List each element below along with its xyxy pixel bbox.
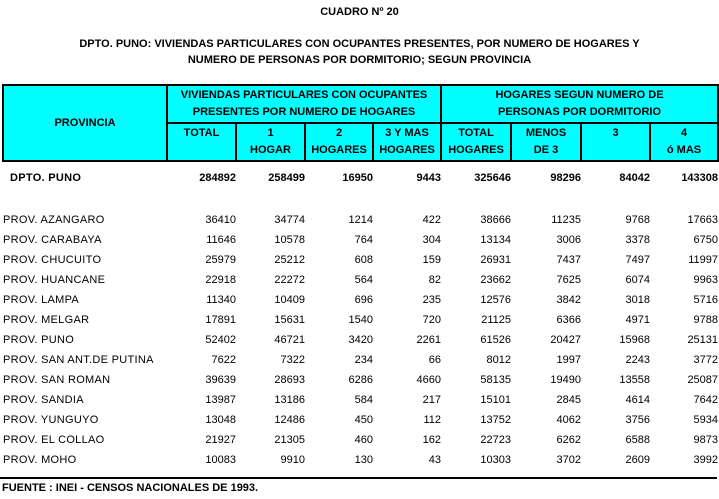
cell-value: 13048 xyxy=(205,414,236,426)
table-row xyxy=(3,210,718,230)
cell-value: 3702 xyxy=(556,454,582,466)
cell-value: 112 xyxy=(423,414,442,426)
group-header-viviendas-line-2: PRESENTES POR NUMERO DE HOGARES xyxy=(192,106,416,118)
statistics-table xyxy=(2,84,719,470)
cell-value: 25212 xyxy=(274,254,305,266)
cell-value: 130 xyxy=(354,454,373,466)
col-header-3: 3 xyxy=(581,123,650,161)
row-label: PROV. SANDIA xyxy=(3,394,84,406)
row-label: PROV. PUNO xyxy=(3,334,75,346)
cell-value: 26931 xyxy=(480,254,512,266)
cell-value: 7322 xyxy=(280,354,305,366)
cell-value: 34774 xyxy=(274,214,305,226)
table-row xyxy=(3,250,718,270)
page-title: CUADRO Nº 20 xyxy=(320,6,399,18)
cell-value: 12576 xyxy=(480,294,512,306)
cell-value: 3756 xyxy=(625,414,651,426)
source-note: FUENTE : INEI - CENSOS NACIONALES DE 1993. xyxy=(2,482,259,494)
cell-value: 6286 xyxy=(348,374,373,386)
table-row xyxy=(3,290,718,310)
cell-value: 20427 xyxy=(550,334,582,346)
cell-value: 16950 xyxy=(342,172,373,184)
cell-value: 84042 xyxy=(619,172,651,184)
cell-value: 22723 xyxy=(480,434,512,446)
cell-value: 217 xyxy=(422,394,442,406)
col-header-provincia: PROVINCIA xyxy=(3,85,167,161)
cell-value: 21305 xyxy=(274,434,305,446)
cell-value: 39639 xyxy=(205,374,236,386)
cell-value: 43 xyxy=(428,454,442,466)
cell-value: 284892 xyxy=(199,172,236,184)
cell-value: 720 xyxy=(422,314,442,326)
table-row xyxy=(3,430,718,450)
cell-value: 13752 xyxy=(480,414,512,426)
cell-value: 1540 xyxy=(348,314,373,326)
cell-value: 10409 xyxy=(274,294,305,306)
cell-value: 15968 xyxy=(619,334,651,346)
cell-value: 6588 xyxy=(625,434,651,446)
row-label: PROV. MELGAR xyxy=(3,314,90,326)
cell-value: 46721 xyxy=(274,334,305,346)
cell-value: 235 xyxy=(422,294,442,306)
table-row xyxy=(3,310,718,330)
cell-value: 304 xyxy=(422,234,442,246)
row-label: PROV. SAN ANT.DE PUTINA xyxy=(3,354,154,366)
cell-value: 98296 xyxy=(550,172,582,184)
cell-value: 2845 xyxy=(556,394,582,406)
cell-value: 7642 xyxy=(693,394,719,406)
cell-value: 3420 xyxy=(348,334,373,346)
group-header-viviendas-line-1: VIVIENDAS PARTICULARES CON OCUPANTES xyxy=(180,89,428,101)
cell-value: 22918 xyxy=(205,274,236,286)
cell-value: 3006 xyxy=(556,234,582,246)
cell-value: 608 xyxy=(354,254,373,266)
cell-value: 422 xyxy=(422,214,442,226)
col-header-total-viviendas: TOTAL xyxy=(167,123,236,161)
cell-value: 10578 xyxy=(274,234,305,246)
row-label: PROV. LAMPA xyxy=(3,294,80,306)
cell-value: 564 xyxy=(354,274,373,286)
cell-value: 28693 xyxy=(274,374,305,386)
spacer-row xyxy=(3,194,718,210)
cell-value: 234 xyxy=(354,354,373,366)
cell-value: 36410 xyxy=(205,214,236,226)
cell-value: 3772 xyxy=(693,354,719,366)
cell-value: 23662 xyxy=(480,274,512,286)
row-label: PROV. AZANGARO xyxy=(3,214,105,226)
cell-value: 13134 xyxy=(480,234,512,246)
table-row xyxy=(3,330,718,350)
group-header-hogares xyxy=(441,85,718,123)
group-header-hogares-line-1: HOGARES SEGUN NUMERO DE xyxy=(495,89,664,101)
group-header-viviendas xyxy=(167,85,441,123)
row-label: PROV. SAN ROMAN xyxy=(3,374,111,386)
cell-value: 7625 xyxy=(556,274,582,286)
cell-value: 52402 xyxy=(205,334,236,346)
row-label: PROV. MOHO xyxy=(3,454,77,466)
cell-value: 4660 xyxy=(416,374,442,386)
subtitle-line-2: NUMERO DE PERSONAS POR DORMITORIO; SEGUN PROVINCIA xyxy=(187,54,532,66)
cell-value: 4614 xyxy=(625,394,651,406)
cell-value: 696 xyxy=(354,294,373,306)
cell-value: 3992 xyxy=(693,454,719,466)
table-row xyxy=(3,270,718,290)
cell-value: 7497 xyxy=(625,254,651,266)
table-row xyxy=(3,350,718,370)
cell-value: 584 xyxy=(354,394,373,406)
cell-value: 6366 xyxy=(556,314,582,326)
table-row xyxy=(3,370,718,390)
cell-value: 3378 xyxy=(625,234,651,246)
cell-value: 6262 xyxy=(556,434,582,446)
col-header-1-hogar: 1 HOGAR xyxy=(236,123,305,161)
cell-value: 15101 xyxy=(480,394,512,406)
table-row xyxy=(3,410,718,430)
subtitle-line-1: DPTO. PUNO: VIVIENDAS PARTICULARES CON OCUPANTES PRESENTES, POR NUMERO DE HOGARES Y xyxy=(79,38,640,50)
col-header-2-hogares: 2 HOGARES xyxy=(305,123,373,161)
cell-value: 4971 xyxy=(625,314,651,326)
cell-value: 764 xyxy=(354,234,373,246)
cell-value: 162 xyxy=(422,434,442,446)
cell-value: 12486 xyxy=(274,414,305,426)
cell-value: 25979 xyxy=(205,254,236,266)
cell-value: 19490 xyxy=(550,374,582,386)
cell-value: 10303 xyxy=(480,454,512,466)
footer-rule xyxy=(0,477,717,494)
cell-value: 8012 xyxy=(486,354,512,366)
cell-value: 21927 xyxy=(205,434,236,446)
cell-value: 4062 xyxy=(556,414,582,426)
cell-value: 9910 xyxy=(280,454,305,466)
table-row xyxy=(3,230,718,250)
table-subtitle xyxy=(0,36,719,68)
row-label: PROV. CARABAYA xyxy=(3,234,102,246)
cell-value: 11646 xyxy=(206,234,236,246)
table-row xyxy=(3,390,718,410)
cell-value: 1214 xyxy=(348,214,373,226)
cell-value: 25087 xyxy=(687,374,719,386)
cell-value: 5934 xyxy=(693,414,719,426)
cell-value: 10083 xyxy=(205,454,236,466)
cell-value: 9443 xyxy=(416,172,442,184)
cell-value: 25131 xyxy=(687,334,719,346)
col-header-3-y-mas-hogares: 3 Y MAS HOGARES xyxy=(373,123,441,161)
cell-value: 11340 xyxy=(206,294,236,306)
cell-value: 9873 xyxy=(693,434,719,446)
cell-value: 11235 xyxy=(551,214,582,226)
cell-value: 3842 xyxy=(556,294,582,306)
row-label: PROV. CHUCUITO xyxy=(3,254,102,266)
cell-value: 258499 xyxy=(268,172,305,184)
cell-value: 1997 xyxy=(556,354,582,366)
cell-value: 66 xyxy=(428,354,442,366)
cell-value: 2609 xyxy=(625,454,651,466)
cell-value: 9788 xyxy=(693,314,719,326)
row-label: PROV. EL COLLAO xyxy=(3,434,105,446)
cell-value: 58135 xyxy=(480,374,512,386)
cell-value: 82 xyxy=(428,274,442,286)
col-header-4-o-mas: 4 ó MAS xyxy=(650,123,718,161)
cell-value: 11997 xyxy=(688,254,719,266)
cell-value: 6074 xyxy=(625,274,651,286)
cell-value: 38666 xyxy=(480,214,512,226)
cell-value: 17891 xyxy=(205,314,236,326)
cell-value: 13186 xyxy=(274,394,305,406)
cell-value: 22272 xyxy=(274,274,305,286)
group-header-hogares-line-2: PERSONAS POR DORMITORIO xyxy=(498,106,662,118)
cell-value: 6750 xyxy=(693,234,719,246)
cell-value: 2243 xyxy=(625,354,651,366)
cell-value: 17663 xyxy=(687,214,719,226)
total-row xyxy=(3,161,718,194)
cell-value: 450 xyxy=(354,414,373,426)
cell-value: 9963 xyxy=(693,274,719,286)
col-header-menos-de-3: MENOS DE 3 xyxy=(511,123,581,161)
cell-value: 13558 xyxy=(619,374,651,386)
row-label: PROV. HUANCANE xyxy=(3,274,106,286)
cell-value: 460 xyxy=(354,434,373,446)
cell-value: 7622 xyxy=(211,354,236,366)
row-label: DPTO. PUNO xyxy=(10,172,82,184)
cell-value: 13987 xyxy=(205,394,236,406)
cell-value: 61526 xyxy=(480,334,512,346)
cell-value: 15631 xyxy=(274,314,305,326)
table-row xyxy=(3,450,718,470)
cell-value: 7437 xyxy=(556,254,582,266)
cell-value: 3018 xyxy=(625,294,651,306)
cell-value: 143308 xyxy=(681,172,719,184)
cell-value: 325646 xyxy=(474,172,512,184)
col-header-total-hogares: TOTAL HOGARES xyxy=(441,123,511,161)
row-label: PROV. YUNGUYO xyxy=(3,414,99,426)
cell-value: 159 xyxy=(422,254,442,266)
cell-value: 21125 xyxy=(481,314,512,326)
cell-value: 9768 xyxy=(625,214,651,226)
cell-value: 2261 xyxy=(416,334,442,346)
cell-value: 5716 xyxy=(693,294,719,306)
